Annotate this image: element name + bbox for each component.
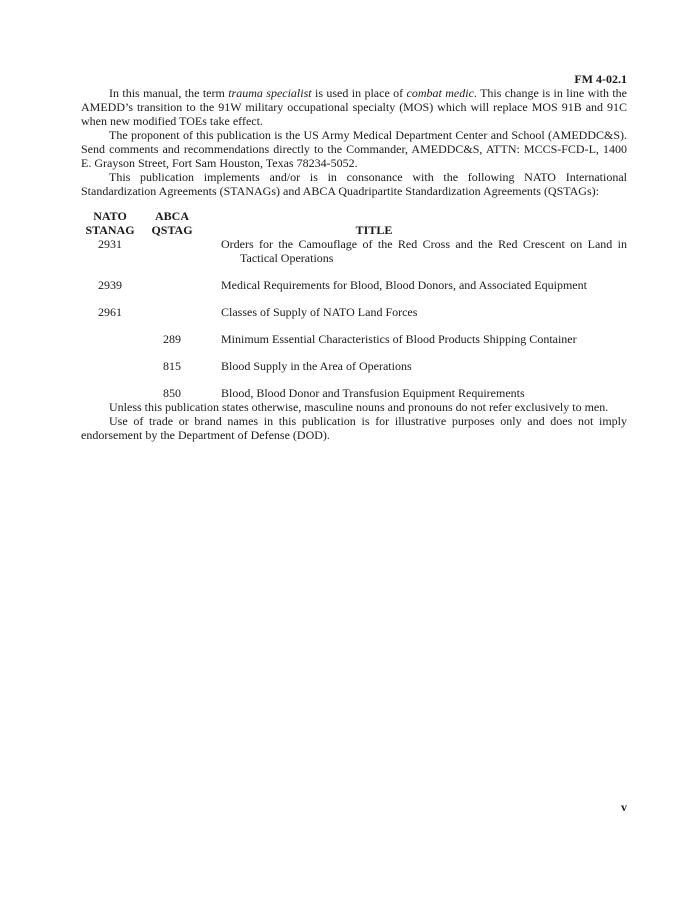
- stanag-number: 2931: [98, 237, 122, 251]
- qstag-number: [139, 278, 205, 292]
- header-title: TITLE: [355, 223, 393, 237]
- p1-italic-combat-medic: combat medic: [406, 86, 474, 100]
- table-row: [81, 386, 627, 400]
- paragraph-masculine-nouns: Unless this publication states otherwise, masculine nouns and pronouns do not refer exclusively to men.: [109, 400, 609, 414]
- header-nato: NATO: [93, 209, 127, 223]
- agreement-title: Blood Supply in the Area of Operations: [221, 359, 412, 373]
- header-abca-qstag: [139, 209, 205, 237]
- p1-italic-trauma-specialist: trauma specialist: [228, 86, 312, 100]
- agreement-title: Minimum Essential Characteristics of Blood Products Shipping Container: [221, 332, 577, 346]
- qstag-number: 850: [163, 386, 181, 400]
- qstag-number: 815: [163, 359, 181, 373]
- table-header-row: [81, 209, 627, 237]
- header-abca: ABCA: [154, 209, 189, 223]
- table-row: [81, 237, 627, 265]
- p1-text-1: In this manual, the term: [109, 86, 229, 100]
- header-qstag: QSTAG: [151, 223, 193, 237]
- agreement-title: Medical Requirements for Blood, Blood Donors, and Associated Equipment: [221, 278, 587, 292]
- stanag-qstag-table: [81, 209, 627, 400]
- header-nato-stanag: [81, 209, 139, 237]
- page-content: [81, 0, 627, 442]
- stanag-number: [81, 386, 139, 400]
- agreement-title: Blood, Blood Donor and Transfusion Equipment Requirements: [221, 386, 525, 400]
- header-stanag: STANAG: [85, 223, 135, 237]
- table-row: [81, 332, 627, 346]
- qstag-number: [139, 237, 205, 265]
- table-row: [81, 278, 627, 292]
- stanag-number: 2961: [98, 305, 122, 319]
- document-id: FM 4-02.1: [574, 72, 627, 86]
- stanag-number: 2939: [98, 278, 122, 292]
- header-gap: [205, 209, 221, 237]
- stanag-number: [81, 332, 139, 346]
- p1-text-2: is used in place of: [311, 86, 407, 100]
- agreement-title: Classes of Supply of NATO Land Forces: [221, 305, 418, 319]
- qstag-number: 289: [163, 332, 181, 346]
- agreement-title: Orders for the Camouflage of the Red Cross and the Red Crescent on Land in Tactical Operations: [221, 237, 627, 265]
- table-row: [81, 359, 627, 373]
- paragraph-implements: This publication implements and/or is in consonance with the following NATO International Standardization Agreements (STANAGs) and ABCA Quadripartite Standardization Agreements (QSTAGs):: [81, 170, 627, 198]
- paragraph-proponent: The proponent of this publication is the US Army Medical Department Center and School (AMEDDC&S). Send comments and recommendations directly to the Commander, AMEDDC&S, ATTN: MCCS-FCD-L, 1400 E. Grayson Street, Fort Sam Houston, Texas 78234-5052.: [81, 128, 627, 170]
- table-row: [81, 305, 627, 319]
- page-number: v: [621, 800, 627, 814]
- paragraph-trauma-specialist: [81, 86, 627, 128]
- p1-text-3: . This change is in line with the AMEDD’s transition to the 91W military occupational specialty (MOS) which will replace MOS 91B and 91C when new modified TOEs take effect.: [81, 86, 628, 128]
- paragraph-trade-names: Use of trade or brand names in this publication is for illustrative purposes only and does not imply endorsement by the Department of Defense (DOD).: [81, 414, 627, 442]
- qstag-number: [139, 305, 205, 319]
- stanag-number: [81, 359, 139, 373]
